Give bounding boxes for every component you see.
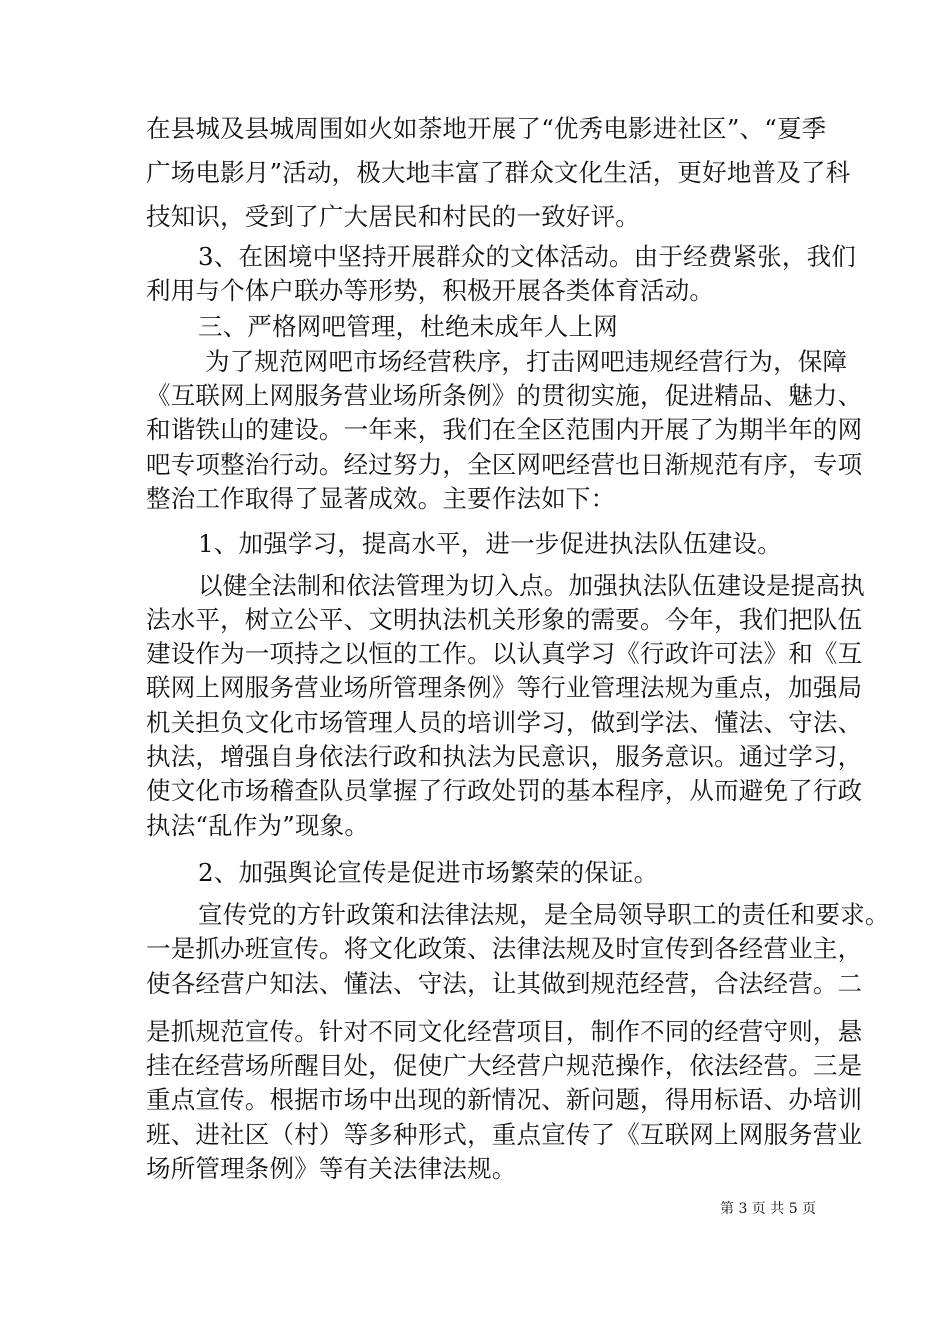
body-line: 吧专项整治行动。经过努力，全区网吧经营也日渐规范有序，专项 — [146, 450, 863, 479]
body-line: 为了规范网吧市场经营秩序，打击网吧违规经营行为，保障 — [205, 347, 848, 376]
body-line: 班、进社区（村）等多种形式，重点宣传了《互联网上网服务营业 — [146, 1120, 863, 1149]
section-heading: 三、严格网吧管理，杜绝未成年人上网 — [198, 312, 618, 341]
body-line: 法水平，树立公平、文明执法机关形象的需要。今年，我们把队伍 — [146, 605, 863, 634]
body-line: 重点宣传。根据市场中出现的新情况、新问题，得用标语、办培训 — [146, 1085, 863, 1114]
body-line: 挂在经营场所醒目处，促使广大经营户规范操作，依法经营。三是 — [146, 1051, 863, 1080]
body-line: 使文化市场稽查队员掌握了行政处罚的基本程序，从而避免了行政 — [146, 776, 863, 805]
body-line: 执法，增强自身依法行政和执法为民意识，服务意识。通过学习， — [146, 742, 863, 771]
body-line: 3、在困境中坚持开展群众的文体活动。由于经费紧张，我们 — [198, 242, 856, 271]
body-line: 技知识，受到了广大居民和村民的一致好评。 — [146, 202, 640, 231]
body-line: 以健全法制和依法管理为切入点。加强执法队伍建设是提高执 — [198, 571, 865, 600]
body-line: 1、加强学习，提高水平，进一步促进执法队伍建设。 — [198, 529, 782, 558]
body-line: 联网上网服务营业场所管理条例》等行业管理法规为重点，加强局 — [146, 673, 863, 702]
body-line: 场所管理条例》等有关法律法规。 — [146, 1154, 517, 1183]
body-line: 一是抓办班宣传。将文化政策、法律法规及时宣传到各经营业主， — [146, 934, 863, 963]
body-line: 《互联网上网服务营业场所条例》的贯彻实施，促进精品、魅力、 — [146, 381, 863, 410]
body-line: 在县城及县城周围如火如荼地开展了“优秀电影进社区”、“夏季 — [146, 114, 827, 143]
body-line: 广场电影月”活动，极大地丰富了群众文化生活，更好地普及了科 — [146, 158, 851, 187]
page-number: 第 3 页 共 5 页 — [720, 1201, 817, 1217]
body-line: 是抓规范宣传。针对不同文化经营项目，制作不同的经营守则，悬 — [146, 1017, 863, 1046]
body-line: 建设作为一项持之以恒的工作。以认真学习《行政许可法》和《互 — [146, 639, 863, 668]
body-line: 机关担负文化市场管理人员的培训学习，做到学法、懂法、守法、 — [146, 708, 863, 737]
body-line: 和谐铁山的建设。一年来，我们在全区范围内开展了为期半年的网 — [146, 415, 863, 444]
body-line: 利用与个体户联办等形势，积极开展各类体育活动。 — [146, 276, 715, 305]
body-line: 宣传党的方针政策和法律法规，是全局领导职工的责任和要求。 — [198, 900, 890, 929]
body-line: 执法“乱作为”现象。 — [146, 811, 370, 840]
body-line: 整治工作取得了显著成效。主要作法如下： — [146, 484, 616, 513]
body-line: 使各经营户知法、懂法、守法，让其做到规范经营，合法经营。二 — [146, 969, 863, 998]
body-line: 2、加强舆论宣传是促进市场繁荣的保证。 — [198, 858, 659, 887]
